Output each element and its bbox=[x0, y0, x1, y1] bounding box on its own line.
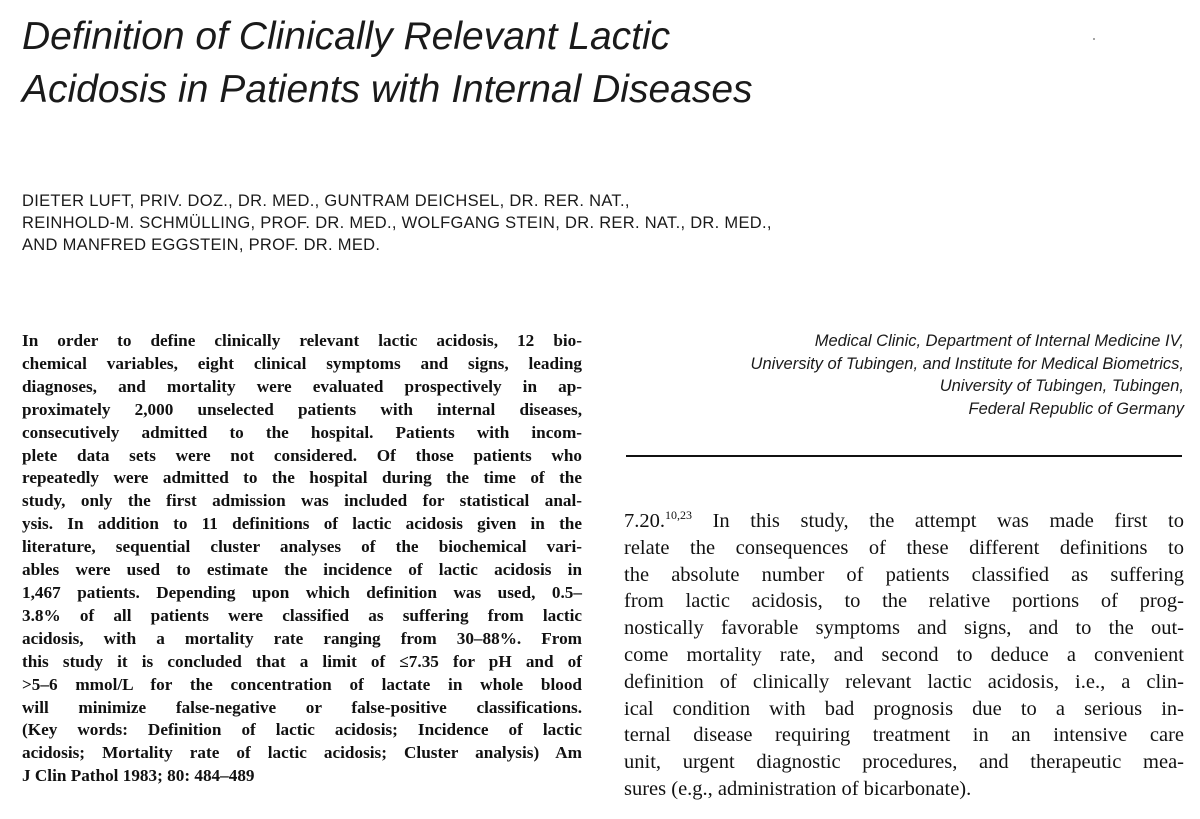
abstract-line: will minimize false-negative or false-positive classifications. bbox=[22, 697, 582, 717]
abstract-line: chemical variables, eight clinical symptoms and signs, leading bbox=[22, 353, 582, 373]
abstract-line: (Key words: Definition of lactic acidosis; Incidence of lactic bbox=[22, 720, 582, 740]
abstract-line: study, only the first admission was included for statistical anal- bbox=[22, 491, 582, 511]
abstract-line: consecutively admitted to the hospital. Patients with incom- bbox=[22, 422, 582, 442]
affiliation-line: Federal Republic of Germany bbox=[968, 399, 1184, 418]
affiliation-line: University of Tubingen, Tubingen, bbox=[939, 377, 1184, 395]
body-line: sures (e.g., administration of bicarbonate). bbox=[624, 777, 972, 800]
body-line: relate the consequences of these different definitions to bbox=[624, 536, 1184, 559]
author-list bbox=[22, 190, 1172, 256]
abstract-line: ysis. In addition to 11 definitions of lactic acidosis given in the bbox=[22, 514, 582, 534]
body-line: definition of clinically relevant lactic acidosis, i.e., a clin- bbox=[624, 670, 1184, 693]
abstract-line: literature, sequential cluster analyses of the biochemical vari- bbox=[22, 537, 582, 557]
abstract-line: J Clin Pathol 1983; 80: 484–489 bbox=[22, 766, 255, 786]
body-first-rest: In this study, the attempt was made first to bbox=[692, 510, 1184, 532]
citation-ref: 10,23 bbox=[665, 508, 692, 522]
abstract bbox=[22, 330, 582, 788]
abstract-line: 3.8% of all patients were classified as suffering from lactic bbox=[22, 605, 582, 625]
body-line: ical condition with bad prognosis due to a serious in- bbox=[624, 697, 1184, 720]
body-first-prefix: 7.20. bbox=[624, 510, 665, 532]
title-line: Definition of Clinically Relevant Lactic bbox=[22, 15, 671, 58]
body-text bbox=[624, 508, 1184, 803]
affiliation-line: Medical Clinic, Department of Internal Medicine IV, bbox=[814, 332, 1184, 350]
speck bbox=[1093, 38, 1095, 40]
affiliation-line: University of Tubingen, and Institute for Medical Biometrics, bbox=[750, 354, 1184, 373]
abstract-line: this study it is concluded that a limit of ≤7.35 for pH and of bbox=[22, 651, 582, 671]
title-line: Acidosis in Patients with Internal Diseases bbox=[22, 68, 753, 111]
body-line: ternal disease requiring treatment in an intensive care bbox=[624, 724, 1184, 747]
body-line: from lactic acidosis, to the relative portions of prog- bbox=[624, 590, 1184, 613]
body-line: unit, urgent diagnostic procedures, and therapeutic mea- bbox=[624, 751, 1184, 774]
abstract-line: diagnoses, and mortality were evaluated prospectively in ap- bbox=[22, 376, 582, 396]
author-line: AND MANFRED EGGSTEIN, PROF. DR. MED. bbox=[22, 236, 381, 254]
abstract-line: proximately 2,000 unselected patients with internal diseases, bbox=[22, 399, 582, 419]
body-line: the absolute number of patients classified as suffering bbox=[624, 563, 1184, 586]
section-divider bbox=[626, 455, 1182, 457]
body-line bbox=[624, 508, 1184, 535]
abstract-line: acidosis, with a mortality rate ranging from 30–88%. From bbox=[22, 628, 582, 648]
abstract-line: acidosis; Mortality rate of lactic acidosis; Cluster analysis) Am bbox=[22, 743, 582, 763]
abstract-line: plete data sets were not considered. Of those patients who bbox=[22, 445, 582, 465]
affiliation bbox=[604, 330, 1184, 420]
body-line: nostically favorable symptoms and signs, and to the out- bbox=[624, 617, 1184, 640]
author-line: REINHOLD-M. SCHMÜLLING, PROF. DR. MED., WOLFGANG STEIN, DR. RER. NAT., DR. MED., bbox=[22, 214, 772, 232]
abstract-line: >5–6 mmol/L for the concentration of lactate in whole blood bbox=[22, 674, 582, 694]
article-title bbox=[22, 10, 1022, 116]
body-line: come mortality rate, and second to deduce a convenient bbox=[624, 643, 1184, 666]
author-line: DIETER LUFT, PRIV. DOZ., DR. MED., GUNTRAM DEICHSEL, DR. RER. NAT., bbox=[22, 192, 630, 210]
abstract-line: ables were used to estimate the incidence of lactic acidosis in bbox=[22, 560, 582, 580]
abstract-line: In order to define clinically relevant lactic acidosis, 12 bio- bbox=[22, 331, 582, 350]
abstract-line: repeatedly were admitted to the hospital during the time of the bbox=[22, 468, 582, 488]
abstract-line: 1,467 patients. Depending upon which definition was used, 0.5– bbox=[22, 582, 582, 602]
